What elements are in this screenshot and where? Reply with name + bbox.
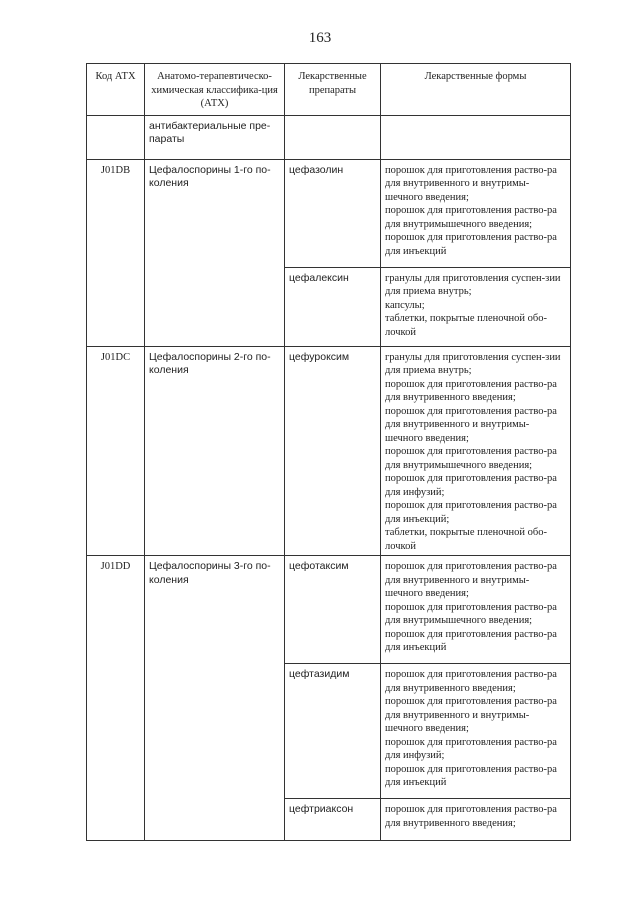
atc-group: Цефалоспорины 3-го по-коления [145,556,285,841]
dosage-form-item: порошок для приготовления раство-ра для внутривенного и внутримы-шечного введения; [385,405,557,444]
drug-name: цефотаксим [285,556,381,664]
drug-name: цефтриаксон [285,799,381,841]
atc-code: J01DB [87,159,145,346]
dosage-form-item: порошок для приготовления раство-ра для внутривенного введения; [385,378,557,403]
table-header-row [87,64,571,116]
drug-name [285,115,381,159]
dosage-forms [381,267,571,346]
dosage-form-item: порошок для приготовления раство-ра для внутривенного и внутримы-шечного введения; [385,561,557,599]
dosage-form-item: порошок для приготовления раство-ра для внутривенного введения; [385,669,557,694]
dosage-form-item: порошок для приготовления раство-ра для инъекций; [385,500,557,525]
atc-table [86,63,571,841]
table-row [87,346,571,556]
dosage-form-item: порошок для приготовления раство-ра для внутримышечного введения; [385,446,557,471]
dosage-form-item: порошок для приготовления раство-ра для внутримышечного введения; [385,205,557,230]
atc-group: Цефалоспорины 1-го по-коления [145,159,285,346]
atc-group: Цефалоспорины 2-го по-коления [145,346,285,556]
dosage-forms [381,115,571,159]
dosage-form-item: порошок для приготовления раство-ра для внутримышечного введения; [385,601,557,626]
drug-name: цефуроксим [285,346,381,556]
dosage-form-item: порошок для приготовления раство-ра для внутривенного и внутримы-шечного введения; [385,696,557,734]
drug-name: цефтазидим [285,664,381,799]
dosage-form-item: порошок для приготовления раство-ра для инъекций [385,763,557,788]
dosage-forms [381,346,571,556]
dosage-forms [381,556,571,664]
dosage-form-item: порошок для приготовления раство-ра для инъекций [385,628,557,653]
dosage-form-item: порошок для приготовления раство-ра для внутривенного и внутримы-шечного введения; [385,164,557,203]
dosage-form-item: гранулы для приготовления суспен-зии для приема внутрь; [385,351,561,376]
dosage-form-item: порошок для приготовления раство-ра для инъекций [385,232,557,257]
drug-name: цефалексин [285,267,381,346]
dosage-form-item: порошок для приготовления раство-ра для внутривенного введения; [385,804,557,829]
header-forms: Лекарственные формы [381,64,571,116]
dosage-forms [381,799,571,841]
dosage-forms [381,159,571,267]
dosage-form-item: таблетки, покрытые пленочной обо-лочкой [385,313,547,338]
atc-code [87,115,145,159]
header-drugs: Лекарственные препараты [285,64,381,116]
atc-code: J01DD [87,556,145,841]
dosage-form-item: гранулы для приготовления суспен-зии для приема внутрь; [385,272,561,297]
dosage-forms [381,664,571,799]
table-row [87,556,571,664]
table-row [87,159,571,267]
drug-name: цефазолин [285,159,381,267]
atc-group: антибактериальные пре-параты [145,115,285,159]
dosage-form-item: таблетки, покрытые пленочной обо-лочкой [385,527,547,552]
dosage-form-item: порошок для приготовления раство-ра для инфузий; [385,473,557,498]
header-classification: Анатомо-терапевтическо-химическая классифика-ция (АТХ) [145,64,285,116]
dosage-form-item: порошок для приготовления раство-ра для инфузий; [385,736,557,761]
header-code: Код АТХ [87,64,145,116]
dosage-form-item: капсулы; [385,299,425,311]
table-row [87,115,571,159]
atc-code: J01DC [87,346,145,556]
page-number: 163 [308,30,332,46]
